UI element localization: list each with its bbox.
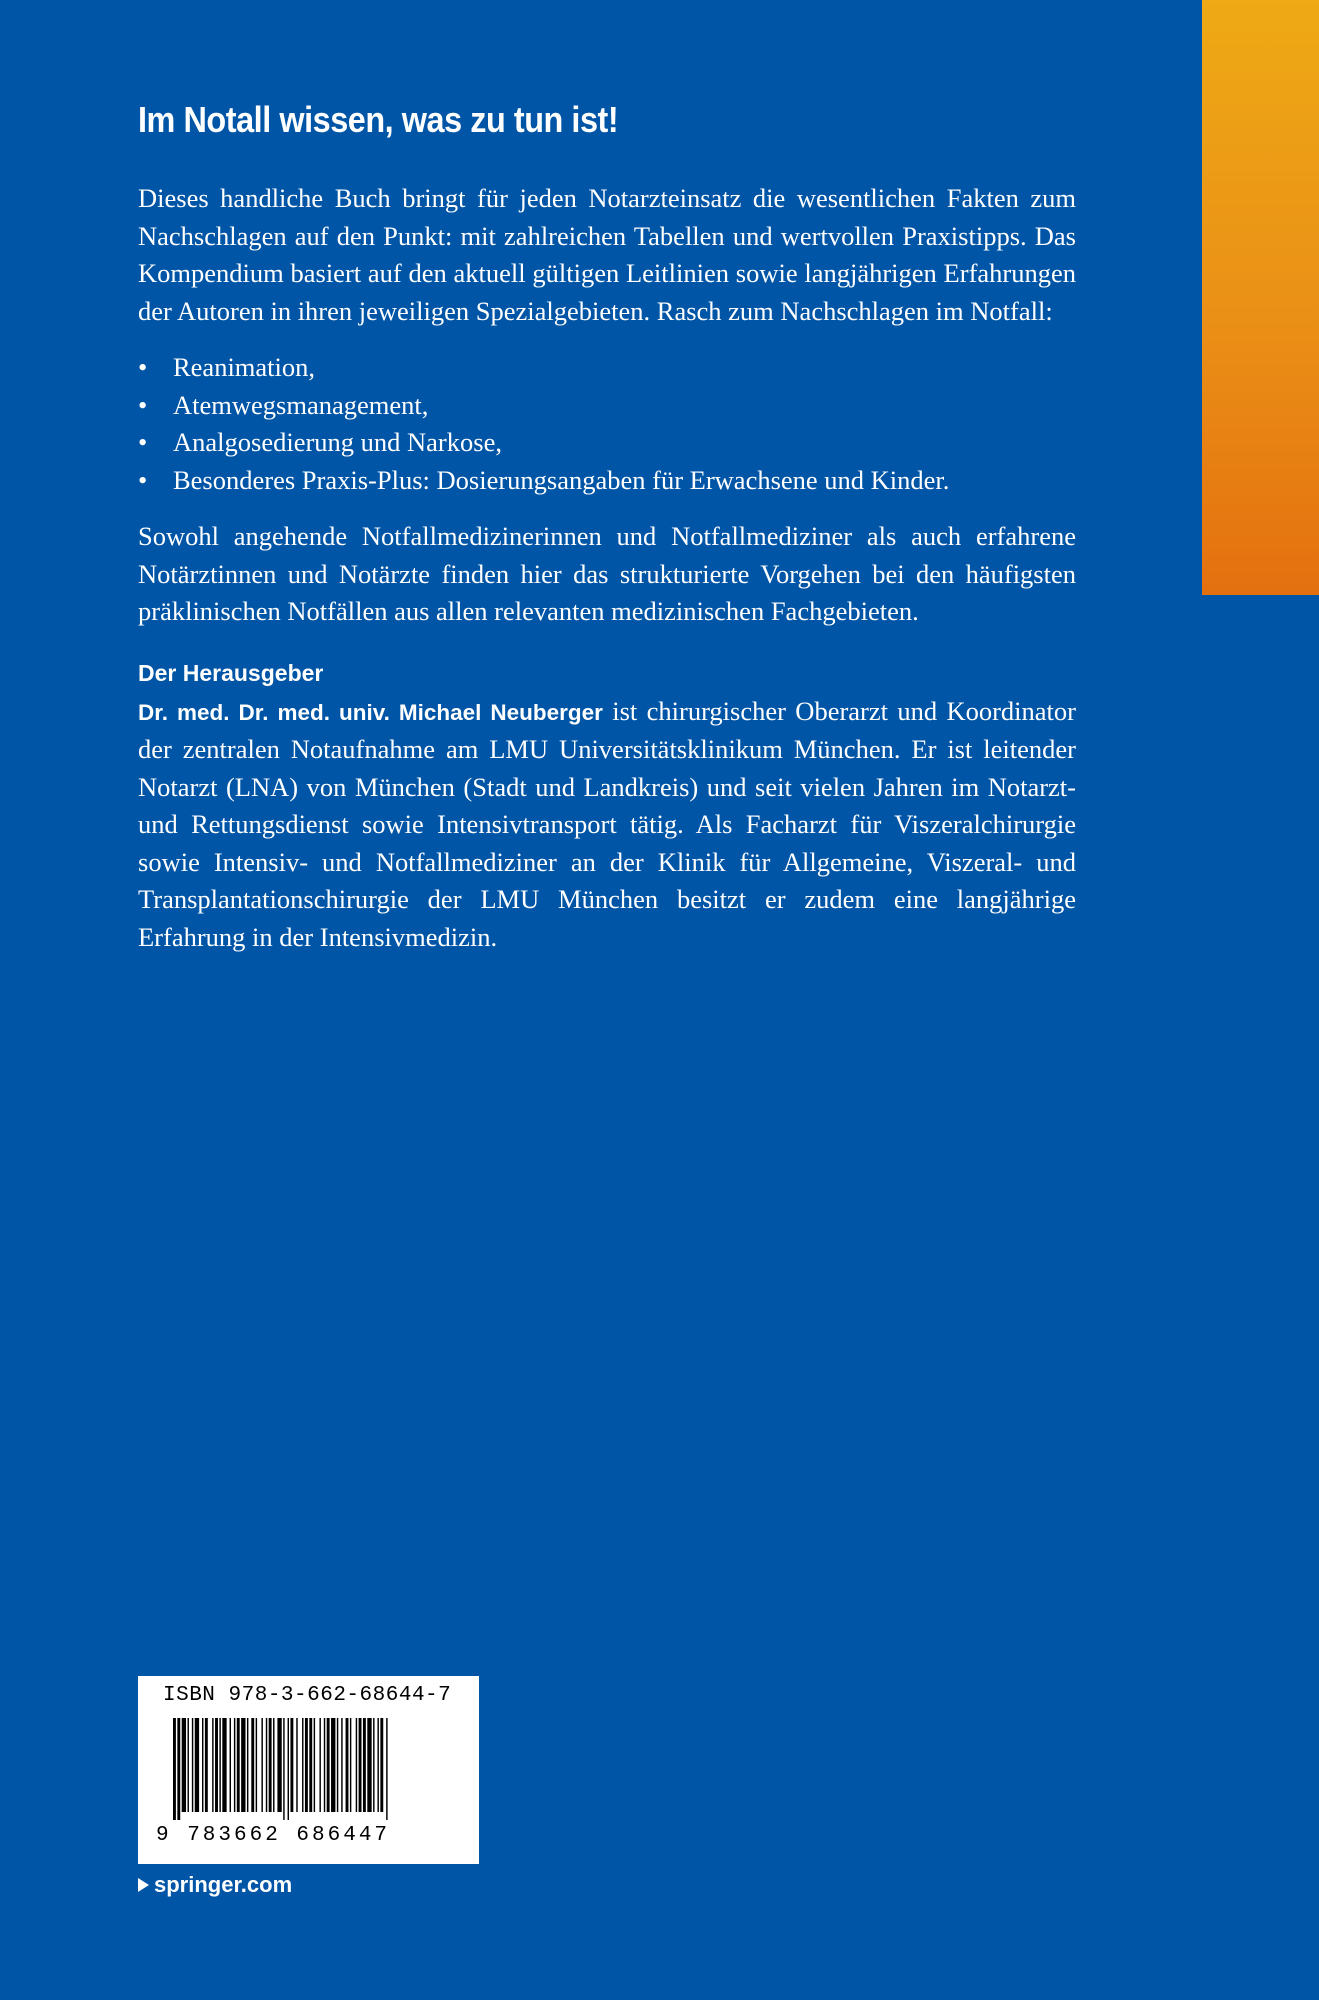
publisher-link[interactable] bbox=[138, 1872, 292, 1898]
bullet-icon: • bbox=[138, 352, 148, 382]
back-cover-text bbox=[138, 96, 1076, 956]
audience-paragraph: Sowohl angehende Notfallmedizinerinnen und Notfallmediziner als auch erfahrene Notärztinnen und Notärzte finden hier das strukturierte Vorgehen bei den häufigsten präklinischen Notfällen aus allen relevanten medizinischen Fachgebieten. bbox=[138, 521, 1076, 626]
list-item: • Analgosedierung und Narkose, bbox=[138, 424, 1076, 462]
bullet-icon: • bbox=[138, 389, 148, 420]
list-item: • Reanimation, bbox=[138, 349, 1076, 387]
list-item: • Atemwegsmanagement, bbox=[138, 387, 1076, 425]
triangle-arrow-icon bbox=[138, 1878, 149, 1892]
editor-bio-text: ist chirurgischer Oberarzt und Koordinator der zentralen Notaufnahme am LMU Universitätsklinikum München. Er ist leitender Notarzt (LNA) von München (Stadt und Landkreis) und seit vielen Jahren im Notarzt- und Rettungsdienst sowie Intensivtransport tätig. Als Facharzt für Viszeralchirurgie sowie Intensiv- und Notfallmediziner an der Klinik für Allgemeine, Viszeral- und Transplantationschirurgie der LMU München besitzt er zudem eine langjährige Erfahrung in der Intensivmedizin. bbox=[138, 695, 1076, 952]
bullet-icon: • bbox=[138, 427, 148, 457]
isbn-label: ISBN 978-3-662-68644-7 bbox=[163, 1684, 452, 1707]
barcode-digits: 9 783662 686447 bbox=[156, 1824, 391, 1847]
topic-list bbox=[138, 349, 1076, 499]
editor-heading: Der Herausgeber bbox=[138, 659, 324, 686]
bullet-icon: • bbox=[138, 464, 148, 495]
publisher-url: springer.com bbox=[154, 1872, 293, 1897]
barcode-icon bbox=[173, 1718, 449, 1820]
orange-accent-bar bbox=[1202, 0, 1319, 595]
intro-paragraph: Dieses handliche Buch bringt für jeden Notarzteinsatz die wesentlichen Fakten zum Nachschlagen auf den Punkt: mit zahlreichen Tabellen und wertvollen Praxistipps. Das Kompendium basiert auf den aktuell gültigen Leitlinien sowie langjährigen Erfahrungen der Autoren in ihren jeweiligen Spezialgebieten. Rasch zum Nachschlagen im Notfall: bbox=[138, 183, 1076, 326]
headline: Im Notall wissen, was zu tun ist! bbox=[138, 99, 619, 140]
editor-name: Dr. med. Dr. med. univ. Michael Neuberger bbox=[138, 699, 603, 725]
editor-bio bbox=[138, 693, 1076, 957]
isbn-barcode-box bbox=[138, 1676, 479, 1864]
list-item: • Besonderes Praxis-Plus: Dosierungsangaben für Erwachsene und Kinder. bbox=[138, 462, 1076, 500]
